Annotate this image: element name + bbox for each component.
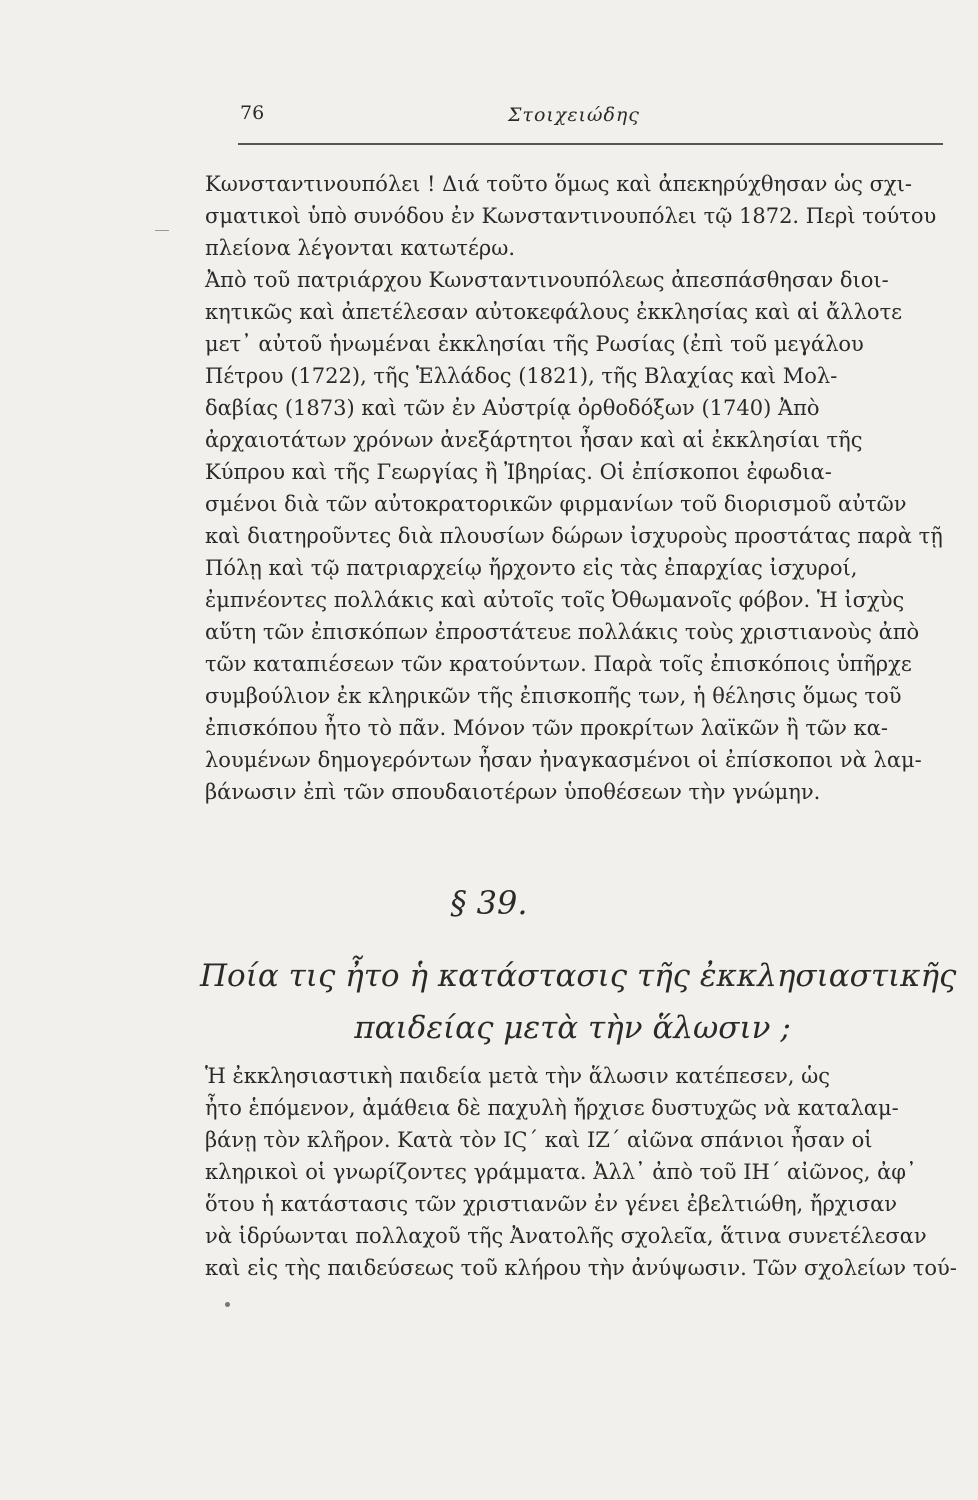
text-line: Ἀπὸ τοῦ πατριάρχου Κωνσταντινουπόλεως ἀπεσπάσθησαν διοι- [205,268,889,292]
margin-mark [155,230,169,231]
text-line: ἐπισκόπου ἦτο τὸ πᾶν. Μόνον τῶν προκρίτων λαϊκῶν ἢ τῶν κα- [205,716,888,740]
text-line: ἀρχαιοτάτων χρόνων ἀνεξάρτητοι ἦσαν καὶ αἱ ἐκκλησίαι τῆς [205,428,863,452]
text-line: μετ᾽ αὐτοῦ ἡνωμέναι ἐκκλησίαι τῆς Ρωσίας (ἐπὶ τοῦ μεγάλου [205,332,864,356]
text-line: αὕτη τῶν ἐπισκόπων ἐπροστάτευε πολλάκις τοὺς χριστιανοὺς ἀπὸ [205,620,920,644]
text-line: Κωνσταντινουπόλει ! Διά τοῦτο ὅμως καὶ ἀπεκηρύχθησαν ὡς σχι- [205,172,912,196]
text-line: καὶ διατηροῦντες διὰ πλουσίων δώρων ἰσχυροὺς προστάτας παρὰ τῇ [205,524,943,548]
text-line: ὅτου ἡ κατάστασις τῶν χριστιανῶν ἐν γένει ἐβελτιώθη, ἤρχισαν [205,1192,898,1216]
text-line: τῶν καταπιέσεων τῶν κρατούντων. Παρὰ τοῖς ἐπισκόποις ὑπῆρχε [205,652,912,676]
section-number: § 39. [450,884,528,922]
running-title: Στοιχειώδης [508,104,640,126]
text-line: ἦτο ἑπόμενον, ἀμάθεια δὲ παχυλὴ ἤρχισε δυστυχῶς νὰ καταλαμ- [205,1096,899,1120]
text-line: Ἡ ἐκκλησιαστικὴ παιδεία μετὰ τὴν ἅλωσιν κατέπεσεν, ὡς [205,1064,831,1088]
text-line: ἐμπνέοντες πολλάκις καὶ αὐτοῖς τοῖς Ὀθωμανοῖς φόβον. Ἡ ἰσχὺς [205,588,905,612]
text-line: Πόλῃ καὶ τῷ πατριαρχείῳ ἤρχοντο εἰς τὰς ἐπαρχίας ἰσχυροί, [205,556,858,580]
section-heading [200,950,957,1054]
text-line: συμβούλιον ἐκ κληρικῶν τῆς ἐπισκοπῆς των, ἡ θέλησις ὅμως τοῦ [205,684,902,708]
body-text-top [205,168,943,808]
text-line: Πέτρου (1722), τῆς Ἑλλάδος (1821), τῆς Βλαχίας καὶ Μολ- [205,364,838,388]
text-line: βάνωσιν ἐπὶ τῶν σπουδαιοτέρων ὑποθέσεων τὴν γνώμην. [205,780,821,804]
header-rule [238,143,943,145]
ink-dot [225,1302,230,1307]
text-line: σμένοι διὰ τῶν αὐτοκρατορικῶν φιρμανίων τοῦ διορισμοῦ αὐτῶν [205,492,907,516]
page-number: 76 [240,102,265,124]
text-line: δαβίας (1873) καὶ τῶν ἐν Αὐστρίᾳ ὀρθοδόξων (1740) Ἀπὸ [205,396,820,420]
text-line: σματικοὶ ὑπὸ συνόδου ἐν Κωνσταντινουπόλει τῷ 1872. Περὶ τούτου [205,204,937,228]
text-line: Κύπρου καὶ τῆς Γεωργίας ἢ Ἰβηρίας. Οἱ ἐπίσκοποι ἐφωδια- [205,460,832,484]
text-line: βάνῃ τὸν κλῆρον. Κατὰ τὸν ΙϚ΄ καὶ ΙΖ΄ αἰῶνα σπάνιοι ἦσαν οἱ [205,1128,873,1152]
text-line: καὶ εἰς τὴς παιδεύσεως τοῦ κλήρου τὴν ἀνύψωσιν. Τῶν σχολείων τού- [205,1256,957,1280]
body-text-bottom [205,1060,957,1284]
text-line: νὰ ἱδρύωνται πολλαχοῦ τῆς Ἀνατολῆς σχολεῖα, ἅτινα συνετέλεσαν [205,1224,927,1248]
text-line: πλείονα λέγονται κατωτέρω. [205,236,516,260]
page-header [238,102,948,132]
section-heading-line-1: Ποία τις ἦτο ἡ κατάστασις τῆς ἐκκλησιαστικῆς [200,958,957,994]
section-heading-line-2: παιδείας μετὰ τὴν ἅλωσιν ; [354,1010,791,1046]
text-line: λουμένων δημογερόντων ἦσαν ἠναγκασμένοι οἱ ἐπίσκοποι νὰ λαμ- [205,748,922,772]
text-line: κητικῶς καὶ ἀπετέλεσαν αὐτοκεφάλους ἐκκλησίας καὶ αἱ ἄλλοτε [205,300,903,324]
text-line: κληρικοὶ οἱ γνωρίζοντες γράμματα. Ἀλλ᾽ ἀπὸ τοῦ ΙΗ΄ αἰῶνος, ἀφ᾽ [205,1160,917,1184]
